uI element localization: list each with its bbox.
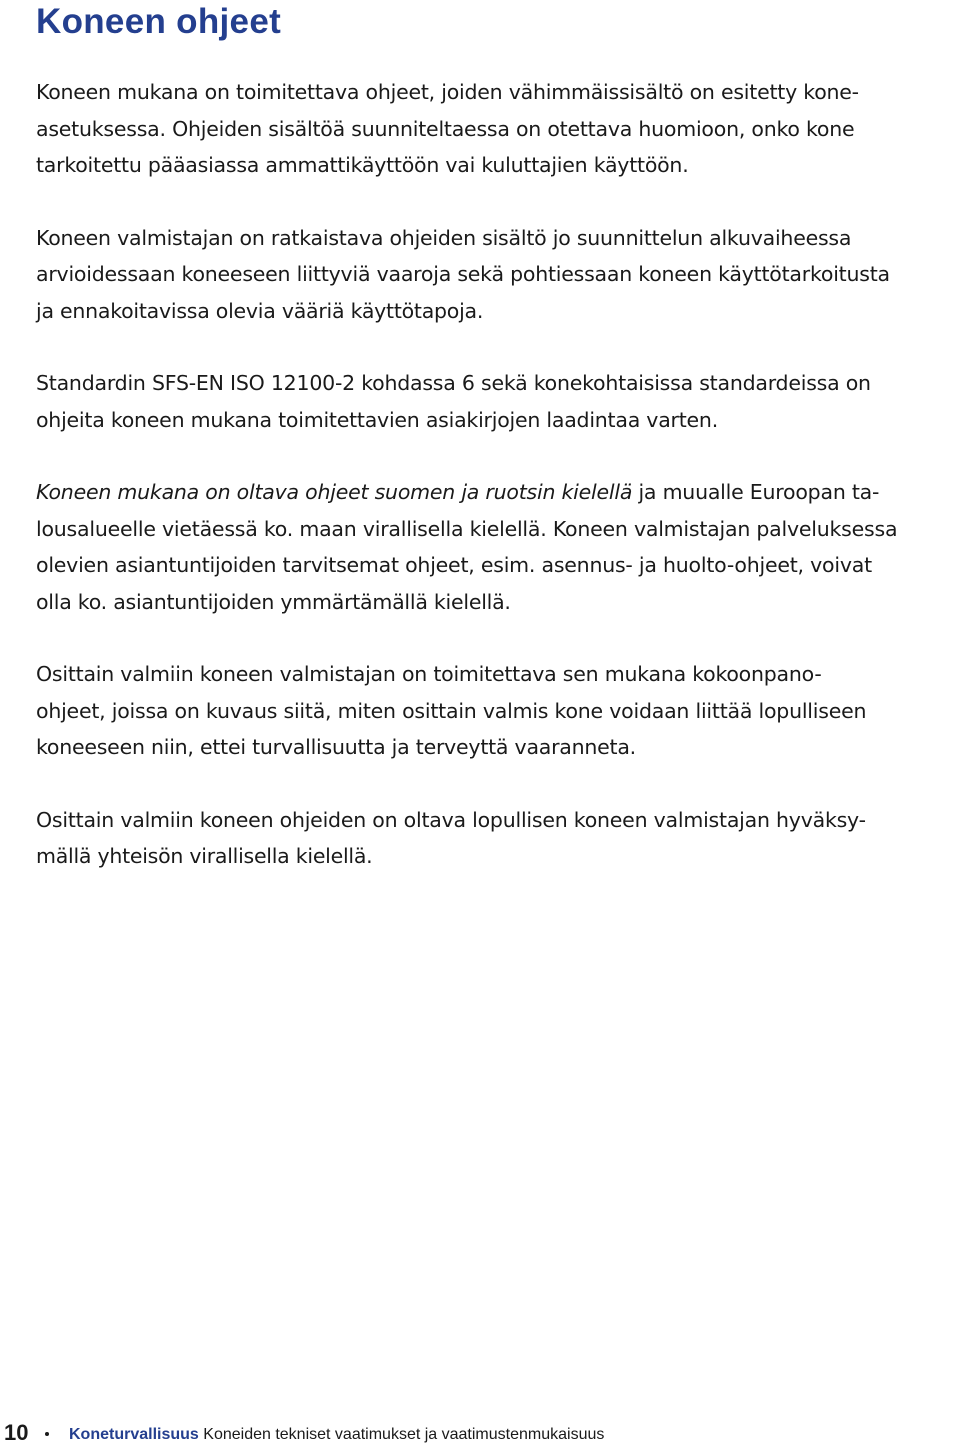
paragraph-line: mällä yhteisön virallisella kielellä. — [36, 844, 373, 868]
italic-emphasis: Koneen mukana on oltava ohjeet suomen ja ruotsin kielellä — [36, 480, 633, 504]
paragraph-line: arvioidessaan koneeseen liittyviä vaaroja sekä pohtiessaan koneen käyttötarkoitusta — [36, 262, 890, 286]
paragraph-line: olevien asiantuntijoiden tarvitsemat ohjeet, esim. asennus- ja huolto-ohjeet, voivat — [36, 553, 872, 577]
bullet-icon — [45, 1432, 49, 1436]
paragraph-line: ja ennakoitavissa olevia vääriä käyttötapoja. — [36, 298, 484, 323]
paragraph-1 — [36, 74, 960, 184]
paragraph-line: Standardin SFS-EN ISO 12100-2 kohdassa 6 sekä konekohtaisissa standardeissa on — [36, 371, 871, 395]
paragraph-3 — [36, 365, 960, 438]
page-title: Koneen ohjeet — [36, 2, 282, 41]
paragraph-line: lousalueelle vietäessä ko. maan virallisella kielellä. Koneen valmistajan palveluksessa — [36, 516, 898, 541]
paragraph-line-rest: ja muualle Euroopan ta- — [632, 480, 880, 504]
paragraph-line: ohjeita koneen mukana toimitettavien asiakirjojen laadintaa varten. — [36, 407, 718, 432]
paragraph-line: ohjeet, joissa on kuvaus siitä, miten osittain valmis kone voidaan liittää lopulliseen — [36, 698, 867, 723]
paragraph-line: olla ko. asiantuntijoiden ymmärtämällä kielellä. — [36, 589, 511, 614]
paragraph-4 — [36, 474, 960, 620]
footer-subtitle: Koneiden tekniset vaatimukset ja vaatimustenmukaisuus — [203, 1426, 605, 1443]
paragraph-line: asetuksessa. Ohjeiden sisältöä suunniteltaessa on otettava huomioon, onko kone — [36, 116, 855, 141]
body-text — [36, 74, 960, 911]
paragraph-line — [36, 474, 960, 511]
paragraph-line: Osittain valmiin koneen ohjeiden on oltava lopullisen koneen valmistajan hyväksy- — [36, 807, 866, 832]
footer-running-title — [69, 1426, 604, 1444]
paragraph-line: Koneen valmistajan on ratkaistava ohjeiden sisältö jo suunnittelun alkuvaiheessa — [36, 225, 852, 250]
paragraph-6 — [36, 802, 960, 875]
footer-brand: Koneturvallisuus — [69, 1426, 199, 1443]
paragraph-line: tarkoitettu pääasiassa ammattikäyttöön vai kuluttajien käyttöön. — [36, 153, 689, 177]
paragraph-line: Koneen mukana on toimitettava ohjeet, joiden vähimmäissisältö on esitetty kone- — [36, 80, 859, 104]
page-footer — [0, 1420, 960, 1450]
paragraph-2 — [36, 220, 960, 330]
page-number: 10 — [4, 1420, 29, 1445]
paragraph-line: koneeseen niin, ettei turvallisuutta ja terveyttä vaaranneta. — [36, 735, 636, 759]
paragraph-line: Osittain valmiin koneen valmistajan on toimitettava sen mukana kokoonpano- — [36, 662, 822, 686]
paragraph-5 — [36, 656, 960, 766]
